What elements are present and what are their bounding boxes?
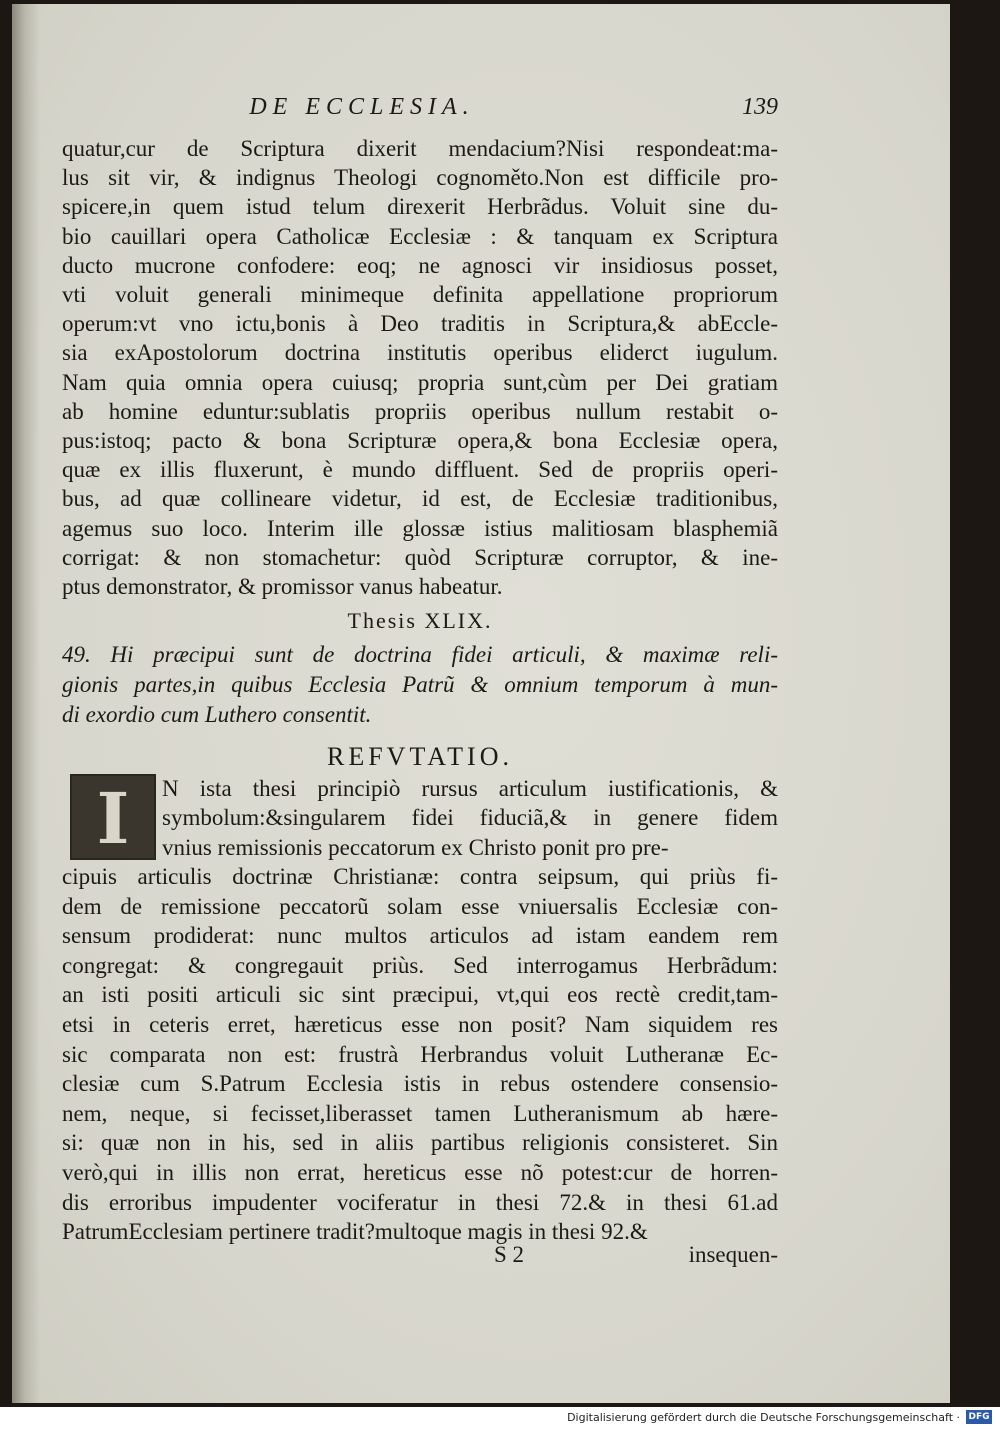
catchword: insequen- xyxy=(688,1242,778,1267)
text-line: vnius remissionis peccatorum ex Christo ponit pro pre- xyxy=(162,834,669,860)
text-line: agemus suo loco. Interim ille glossæ istius malitiosam blasphemiã xyxy=(62,515,778,541)
text-line: Nam quia omnia opera cuiusq; propria sunt,cùm per Dei gratiam xyxy=(62,369,778,395)
running-header xyxy=(62,90,778,126)
thesis-line: di exordio cum Luthero consentit. xyxy=(62,702,372,727)
text-line: nem, neque, si fecisset,liberasset tamen Lutheranismum ab hære- xyxy=(62,1100,778,1126)
text-line: sia exApostolorum doctrina institutis operibus eliderct iugulum. xyxy=(62,340,778,366)
decorated-initial: I xyxy=(70,774,156,860)
thesis-line: 49. Hi præcipui sunt de doctrina fidei articuli, & maximæ reli- xyxy=(62,642,778,667)
text-line: operum:vt vno ictu,bonis à Deo traditis in Scriptura,& abEccle- xyxy=(62,311,778,337)
text-line: congregat: & congregauit priùs. Sed interrogamus Herbrãdum: xyxy=(62,952,778,978)
text-line: ptus demonstrator, & promissor vanus habeatur. xyxy=(62,574,503,600)
text-line: lus sit vir, & indignus Theologi cognoměto.Non est difficile pro- xyxy=(62,165,778,191)
text-line: quatur,cur de Scriptura dixerit mendacium?Nisi respondeat:ma- xyxy=(62,136,778,161)
refutatio-paragraph xyxy=(62,862,778,1247)
credit-text: Digitalisierung gefördert durch die Deutsche Forschungsgemeinschaft · xyxy=(567,1411,960,1424)
signature-mark: S 2 xyxy=(494,1242,525,1267)
text-line: ducto mucrone confodere: eoq; ne agnosci vir insidiosus posset, xyxy=(62,252,778,278)
text-line: PatrumEcclesiam pertinere tradit?multoque magis in thesi 92.& xyxy=(62,1219,648,1245)
text-line: sensum prodiderat: nunc multos articulos ad istam eandem rem xyxy=(62,923,778,949)
dfg-logo: DFG xyxy=(966,1410,992,1424)
text-line: bio cauillari opera Catholicæ Ecclesiæ : & tanquam ex Scriptura xyxy=(62,223,778,249)
text-line: sic comparata non est: frustrà Herbrandus voluit Lutheranæ Ec- xyxy=(62,1041,778,1067)
text-line: cipuis articulis doctrinæ Christianæ: contra seipsum, qui priùs fi- xyxy=(62,864,778,889)
text-line: corrigat: & non stomachetur: quòd Scripturæ corruptor, & ine- xyxy=(62,544,778,570)
refutatio-heading: REFVTATIO. xyxy=(327,742,513,771)
digitization-credit-bar xyxy=(0,1407,1000,1429)
text-line: vti voluit generali minimeque definita appellatione propriorum xyxy=(62,282,778,308)
text-line: pus:istoq; pacto & bona Scripturæ opera,& bona Ecclesiæ opera, xyxy=(62,428,778,454)
text-line: an isti positi articuli sic sint præcipui, vt,qui eos rectè credit,tam- xyxy=(62,982,778,1008)
text-line: spicere,in quem istud telum direxerit Herbrãdus. Voluit sine du- xyxy=(62,194,778,220)
text-line: quæ ex illis fluxerunt, è mundo diffluent. Sed de propriis operi- xyxy=(62,457,778,483)
book-page xyxy=(12,4,950,1403)
paragraph-continuation xyxy=(62,134,778,601)
page-footer xyxy=(62,1242,778,1274)
running-title: DE ECCLESIA. xyxy=(249,94,475,120)
text-line: etsi in ceteris erret, hæreticus esse non posit? Nam siquidem res xyxy=(62,1011,778,1037)
text-line: dis erroribus impudenter vociferatur in thesi 72.& in thesi 61.ad xyxy=(62,1189,778,1215)
thesis-line: gionis partes,in quibus Ecclesia Patrũ & omnium temporum à mun- xyxy=(62,672,778,697)
text-line: clesiæ cum S.Patrum Ecclesia istis in rebus ostendere consensio- xyxy=(62,1071,778,1097)
page-number: 139 xyxy=(742,94,778,120)
text-line: dem de remissione peccatorũ solam esse vniuersalis Ecclesiæ con- xyxy=(62,893,778,919)
thesis-heading: Thesis XLIX. xyxy=(347,608,493,633)
refutatio-paragraph-indented xyxy=(162,774,778,862)
text-line: verò,qui in illis non errat, hereticus esse nõ potest:cur de horren- xyxy=(62,1159,778,1185)
text-line: symbolum:&singularem fidei fiduciã,& in genere fidem xyxy=(162,805,778,831)
text-line: ab homine eduntur:sublatis propriis operibus nullum restabit o- xyxy=(62,398,778,424)
thesis-text xyxy=(62,640,778,730)
text-line: si: quæ non in his, sed in aliis partibus religionis consisteret. Sin xyxy=(62,1130,778,1156)
page-spine-shadow xyxy=(12,4,40,1403)
text-line: N ista thesi principiò rursus articulum iustificationis, & xyxy=(162,776,778,801)
text-line: bus, ad quæ collineare videtur, id est, de Ecclesiæ traditionibus, xyxy=(62,486,778,512)
